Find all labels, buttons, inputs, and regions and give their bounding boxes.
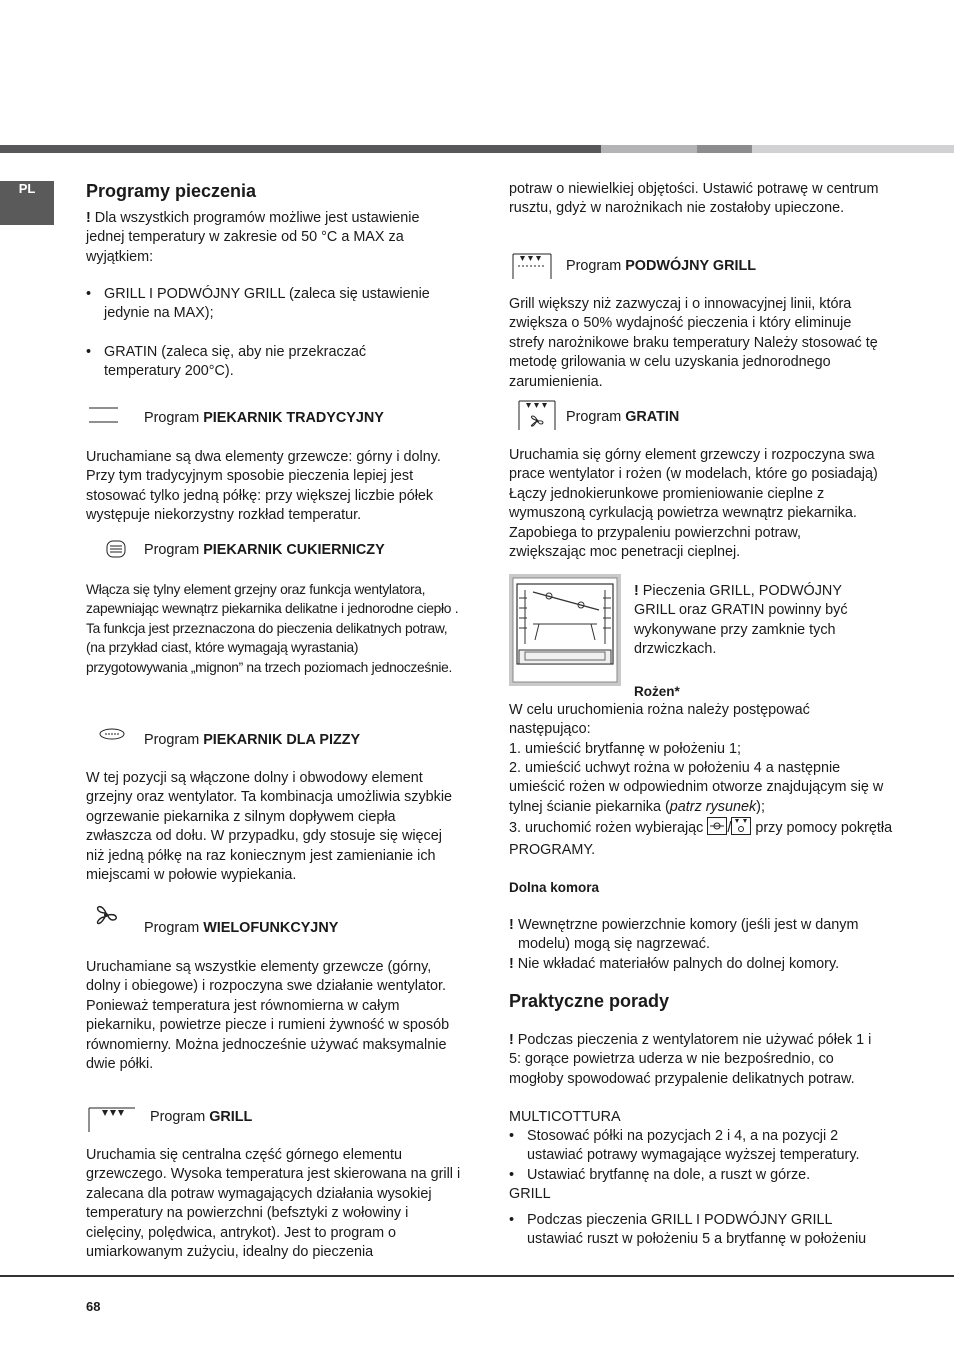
tips-warning-text: Podczas pieczenia z wentylatorem nie używać półek 1 i 5: gorące powietrza uderza w nie bezpośrednio, co mogłoby spowodować przypalenie delikatnych potraw.: [509, 1032, 872, 1087]
header-bar-dark: [0, 145, 601, 153]
list-item-text: GRILL I PODWÓJNY GRILL (zaleca się ustawienie jedynie na MAX);: [104, 286, 430, 322]
page-number: 68: [86, 1299, 101, 1314]
bullet-mark: •: [86, 286, 92, 302]
exclamation-mark: !: [86, 210, 91, 226]
program-name: WIELOFUNKCYJNY: [203, 920, 339, 936]
intro-paragraph: [86, 209, 456, 267]
program-name: PIEKARNIK DLA PIZZY: [203, 732, 361, 748]
lower-compartment-warning: [509, 955, 889, 974]
list-item-text: Ustawiać brytfannę na dole, a ruszt w górze.: [527, 1167, 811, 1183]
program-description: W tej pozycji są włączone dolny i obwodowy element grzejny oraz wentylator. Ta kombinacja umożliwia szybkie ogrzewanie piekarnika z silnym dopływem ciepła zwłaszcza od dołu. W przypadku, gdy stosuje się więcej niż jedną półkę na raz koniecznym jest zamienianie ich miejscami w połowie wypiekania.: [86, 770, 453, 884]
list-item-text: Podczas pieczenia GRILL I PODWÓJNY GRILL ustawiać ruszt w położeniu 5 a brytfannę w położeniu: [527, 1212, 867, 1248]
fan-icon: [92, 900, 120, 930]
list-item: [509, 1127, 889, 1167]
list-item: [86, 285, 466, 325]
list-item: [509, 1166, 889, 1186]
grill-label: GRILL: [509, 1186, 551, 1202]
program-description: Uruchamiane są wszystkie elementy grzewcze (górny, dolny i obiegowe) i rozpoczyna swe działanie wentylator. Ponieważ temperatura jest równomierna w całym piekarniku, powietrze piecze i rumieni żywność w sposób równomierny. Można jednocześnie używać maksymalnie dwie półki.: [86, 959, 450, 1073]
rotisserie-step-1: 1. umieścić brytfannę w położeniu 1;: [509, 741, 741, 757]
program-name: PIEKARNIK CUKIERNICZY: [203, 542, 385, 558]
door-warning: [634, 582, 874, 660]
rotisserie-intro: W celu uruchomienia rożna należy postępować następująco:: [509, 702, 810, 738]
program-prefix: Program: [144, 542, 204, 558]
warning-text: Wewnętrzne powierzchnie komory (jeśli jest w danym modelu) mogą się nagrzewać.: [518, 917, 859, 953]
program-prefix: Program: [144, 410, 204, 426]
conventional-oven-icon: [88, 405, 120, 425]
intro-text: Dla wszystkich programów możliwe jest ustawienie jednej temperatury w zakresie od 50 °C a MAX za wyjątkiem:: [86, 210, 420, 265]
program-name: GRILL: [209, 1109, 253, 1125]
program-description: Uruchamia się górny element grzewczy i rozpoczyna swa prace wentylator i rożen (w modelach, które go posiadają) Łączy jednokierunkowe promieniowanie cieplne z wymuszoną cyrkulacją powietrza wewnątrz piekarnika. Zapobiega to przypaleniu powierzchni potraw, zwiększając moc penetracji cieplnej.: [509, 447, 878, 561]
program-description: Włącza się tylny element grzejny oraz funkcja wentylatora, zapewniając wewnątrz piekarnika delikatne i jednorodne ciepło . Ta funkcja jest przeznaczona do pieczenia delikatnych potraw, (na przykład ciast, które wymagają wyrastania) przygotowywania „mignon” na trzech poziomach jednocześnie.: [86, 582, 459, 675]
header-bar-light: [752, 145, 954, 153]
program-prefix: Program: [144, 732, 204, 748]
multicottura-label: MULTICOTTURA: [509, 1109, 621, 1125]
door-warning-text: Pieczenia GRILL, PODWÓJNY GRILL oraz GRATIN powinny być wykonywane przy zamknie tych drzwiczkach.: [634, 583, 848, 658]
oven-rotisserie-illustration: [509, 574, 621, 686]
program-name: PODWÓJNY GRILL: [625, 258, 757, 274]
program-description: Grill większy niż zazwyczaj i o innowacyjnej linii, która zwiększa o 50% wydajność pieczenia i który eliminuje strefy narożnikowe braku temperatury Należy stosować tę metodę grilowania w celu uzyskania jednorodnego zarumienienia.: [509, 296, 878, 390]
pastry-oven-icon: [106, 540, 126, 558]
language-tab: PL: [0, 181, 54, 225]
bullet-mark: •: [509, 1212, 515, 1228]
list-item: [86, 343, 466, 383]
header-bar-mid: [601, 145, 697, 153]
exclamation-mark: !: [509, 1032, 514, 1048]
step-text: 3. uruchomić rożen wybierając: [509, 820, 708, 836]
bullet-mark: •: [509, 1128, 515, 1144]
slash: /: [727, 820, 732, 836]
tips-warning: [509, 1031, 879, 1089]
grill-description-continued: potraw o niewielkiej objętości. Ustawić potrawę w centrum rusztu, gdyż w narożnikach nie zostałoby upieczone.: [509, 181, 879, 217]
tips-title: Praktyczne porady: [509, 991, 670, 1011]
program-name: PIEKARNIK TRADYCYJNY: [203, 410, 384, 426]
step-text: 2. umieścić uchwyt rożna w położeniu 4 a następnie umieścić rożen w odpowiednim otworze znajdującym się w tylnej ścianie piekarnika (: [509, 760, 884, 815]
rotisserie-step-2: [509, 759, 893, 817]
gratin-program-icon: [731, 817, 751, 841]
lower-compartment-warning: [509, 916, 889, 955]
warning-text: Nie wkładać materiałów palnych do dolnej komory.: [517, 956, 840, 972]
program-prefix: Program: [566, 258, 626, 274]
rotisserie-step-3: [509, 817, 893, 861]
program-description: Uruchamiane są dwa elementy grzewcze: górny i dolny. Przy tym tradycyjnym sposobie pieczenia lepiej jest stosować tylko jedną półkę: przy większej liczbie półek występuje niekorzystny rozkład temperatur.: [86, 449, 441, 524]
step-text-end: przy pomocy pokrętła PROGRAMY.: [509, 820, 893, 859]
gratin-icon: [518, 399, 556, 431]
section-title: Programy pieczenia: [86, 181, 257, 201]
exclamation-mark: !: [634, 583, 639, 599]
step-text-end: );: [756, 798, 765, 815]
program-name: GRATIN: [625, 409, 680, 425]
exclamation-mark: !: [509, 917, 514, 933]
grill-icon: [88, 1104, 136, 1134]
rotisserie-program-icon: [707, 817, 727, 841]
figure-reference: patrz rysunek: [669, 798, 757, 815]
program-prefix: Program: [144, 920, 204, 936]
double-grill-icon: [512, 252, 552, 280]
list-item-text: Stosować półki na pozycjach 2 i 4, a na pozycji 2 ustawiać potrawy wymagające wyższej temperatury.: [527, 1128, 860, 1164]
list-item-text: GRATIN (zaleca się, aby nie przekraczać temperatury 200°C).: [104, 344, 367, 380]
program-prefix: Program: [150, 1109, 210, 1125]
rotisserie-title: Rożen*: [634, 684, 680, 699]
bullet-mark: •: [86, 344, 92, 360]
program-description: Uruchamia się centralna część górnego elementu grzewczego. Wysoka temperatura jest skierowana na grill i zalecana dla potraw wymagających działania wysokiej temperatury na powierzchni (befsztyki z wołowiny i cielęciny, polędwica, antrykot). Jest to program o umiarkowanym zużyciu, idealny do pieczenia: [86, 1147, 461, 1261]
footer-rule: [0, 1275, 954, 1277]
pizza-oven-icon: [99, 727, 125, 741]
program-prefix: Program: [566, 409, 626, 425]
bullet-mark: •: [509, 1167, 515, 1183]
header-bar-dark2: [697, 145, 752, 153]
exclamation-mark: !: [509, 956, 514, 972]
list-item: [509, 1211, 889, 1251]
lower-compartment-title: Dolna komora: [509, 880, 600, 895]
